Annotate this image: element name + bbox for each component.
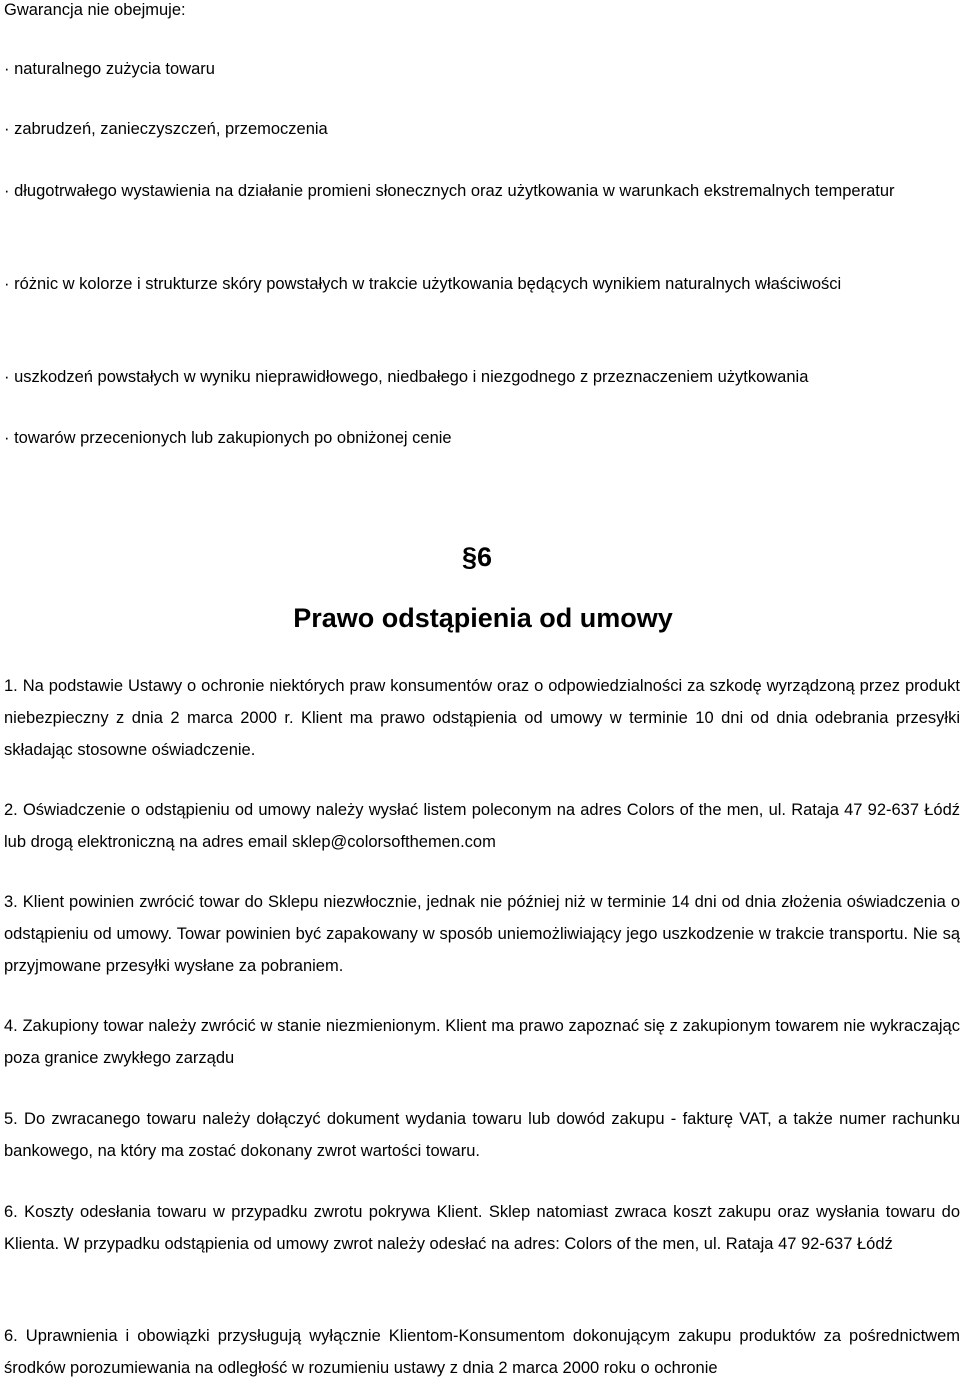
warranty-item: · różnic w kolorze i strukturze skóry powstałych w trakcie użytkowania będących wynikiem naturalnych właściwości <box>4 275 842 293</box>
warranty-item: · zabrudzeń, zanieczyszczeń, przemoczenia <box>4 120 328 138</box>
paragraph: 3. Klient powinien zwrócić towar do Sklepu niezwłocznie, jednak nie później niż w terminie 14 dni od dnia złożenia oświadczenia o odstąpieniu od umowy. Towar powinien być zapakowany w sposób uniemożliwiający jego uszkodzenie w trakcie transportu. Nie są przyjmowane przesyłki wysłane za pobraniem. <box>4 893 960 975</box>
warranty-item: · naturalnego zużycia towaru <box>4 60 215 78</box>
section-title: Prawo odstąpienia od umowy <box>293 603 673 633</box>
section-number: §6 <box>462 542 493 572</box>
warranty-item: · uszkodzeń powstałych w wyniku nieprawidłowego, niedbałego i niezgodnego z przeznaczeniem użytkowania <box>4 368 809 386</box>
paragraph: 5. Do zwracanego towaru należy dołączyć dokument wydania towaru lub dowód zakupu - fakturę VAT, a także numer rachunku bankowego, na który ma zostać dokonany zwrot wartości towaru. <box>4 1110 960 1160</box>
paragraph: 1. Na podstawie Ustawy o ochronie niektórych praw konsumentów oraz o odpowiedzialności za szkodę wyrządzoną przez produkt niebezpieczny z dnia 2 marca 2000 r. Klient ma prawo odstąpienia od umowy w terminie 10 dni od dnia odebrania przesyłki składając stosowne oświadczenie. <box>4 677 960 759</box>
warranty-item: · towarów przecenionych lub zakupionych po obniżonej cenie <box>4 429 452 447</box>
paragraph: 6. Koszty odesłania towaru w przypadku zwrotu pokrywa Klient. Sklep natomiast zwraca koszt zakupu oraz wysłania towaru do Klienta. W przypadku odstąpienia od umowy zwrot należy odesłać na adres: Colors of the men, ul. Rataja 47 92-637 Łódź <box>4 1203 960 1253</box>
warranty-heading: Gwarancja nie obejmuje: <box>4 1 186 19</box>
paragraph: 6. Uprawnienia i obowiązki przysługują wyłącznie Klientom-Konsumentom dokonującym zakupu produktów za pośrednictwem środków porozumiewania na odległość w rozumieniu ustawy z dnia 2 marca 2000 roku o ochronie <box>4 1327 960 1377</box>
paragraph: 4. Zakupiony towar należy zwrócić w stanie niezmienionym. Klient ma prawo zapoznać się z zakupionym towarem nie wykraczając poza granice zwykłego zarządu <box>4 1017 960 1067</box>
warranty-item: · długotrwałego wystawienia na działanie promieni słonecznych oraz użytkowania w warunkach ekstremalnych temperatur <box>4 182 895 200</box>
paragraph: 2. Oświadczenie o odstąpieniu od umowy należy wysłać listem poleconym na adres Colors of the men, ul. Rataja 47 92-637 Łódź lub drogą elektroniczną na adres email sklep@colorsofthemen.com <box>4 801 960 851</box>
